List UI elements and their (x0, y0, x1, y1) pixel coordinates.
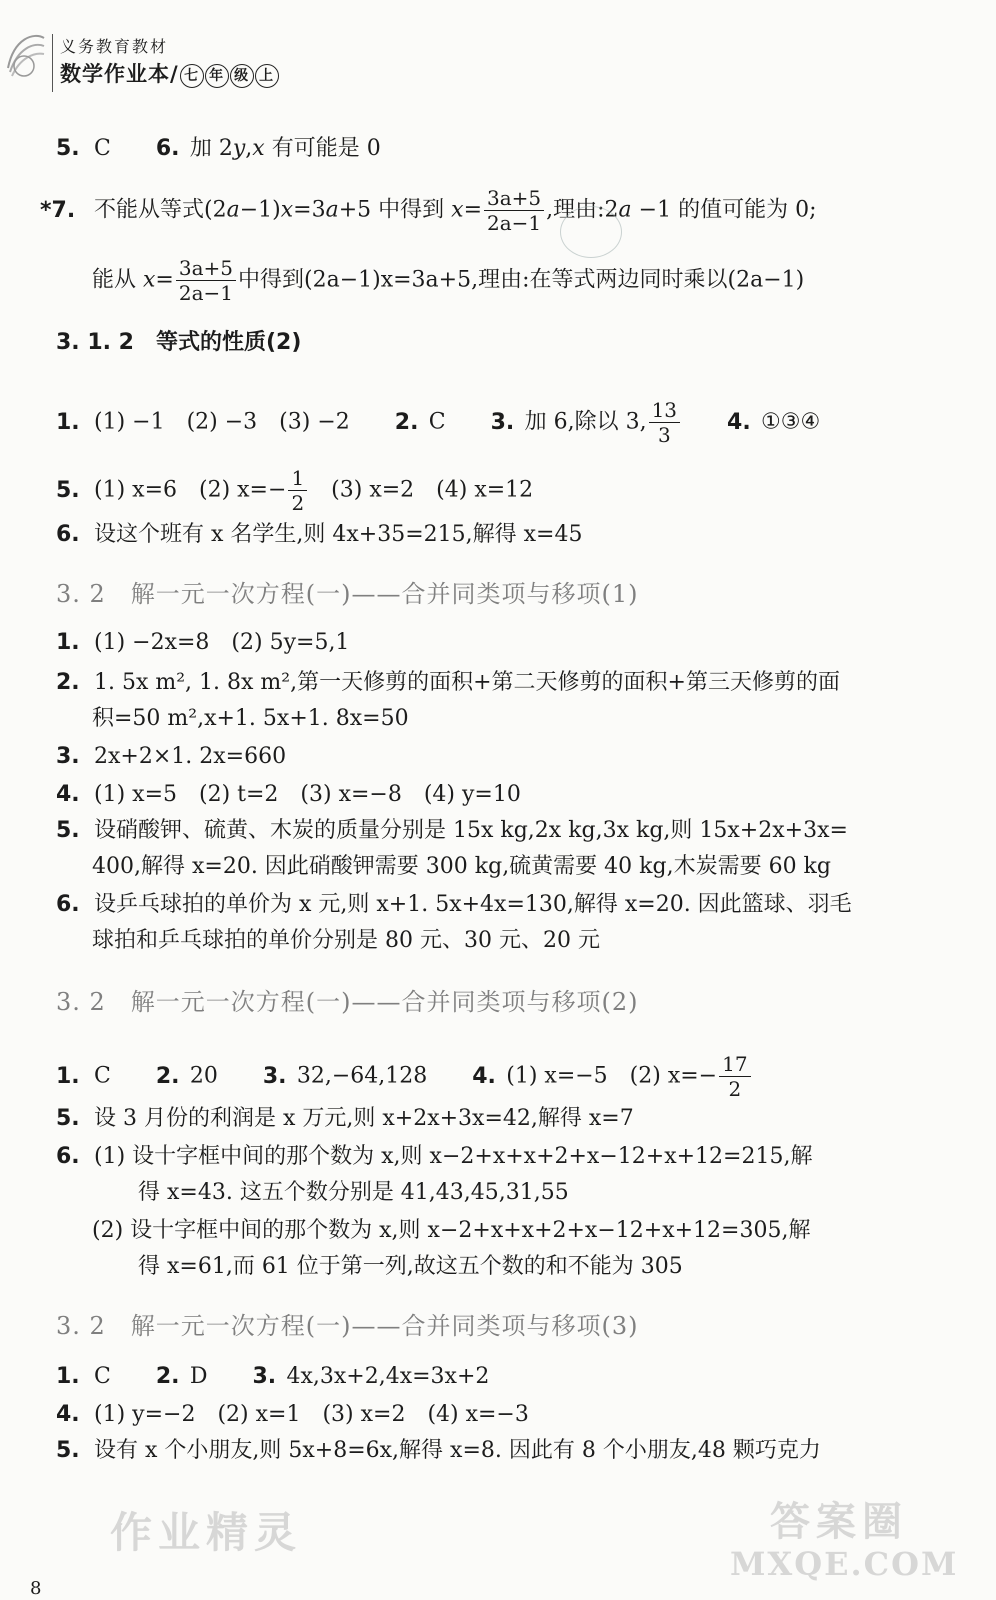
answer-line: 1. C 2. D 3. 4x,3x+2,4x=3x+2 (56, 1364, 490, 1389)
answer-line: 1. (1) −1 (2) −3 (3) −2 2. C 3. 加 6,除以 3, $\frac{13}{3}$ 4. ①③④ (56, 398, 821, 447)
answer-line: 5. 设硝酸钾、硫黄、木炭的质量分别是 15x kg,2x kg,3x kg,则 15x+2x+3x= (56, 818, 848, 843)
fraction: $\frac{13}{3}$ (649, 398, 680, 447)
section-title: 3. 2 解一元一次方程(一)——合并同类项与移项(3) (56, 1312, 639, 1340)
answer-line: 得 x=61,而 61 位于第一列,故这五个数的和不能为 305 (138, 1254, 683, 1279)
series-title: 义务教育教材 (60, 37, 169, 56)
answer-line: 1. C 2. 20 3. 32,−64,128 4. (1) x=−5 (2) x=− $\frac{17}{2}$ (56, 1052, 753, 1101)
answer-line: 5. C 6. 加 2y,x 有可能是 0 (56, 136, 381, 161)
book-title: 数学作业本/ 七 年 级 上 (60, 58, 279, 88)
fraction: $\frac{17}{2}$ (719, 1052, 750, 1101)
watermark-site: MXQE.COM (730, 1545, 959, 1583)
answer-line: 400,解得 x=20. 因此硝酸钾需要 300 kg,硫黄需要 40 kg,木炭需要 60 kg (92, 854, 831, 879)
section-title: 3. 2 解一元一次方程(一)——合并同类项与移项(2) (56, 988, 639, 1016)
fraction: $\frac{3a+5}{2a-1}$ (176, 256, 236, 305)
section-title: 3. 1. 2 等式的性质(2) (56, 330, 302, 355)
answer-line: 3. 2x+2×1. 2x=660 (56, 744, 287, 769)
page-header (0, 0, 996, 110)
fraction: $\frac{3a+5}{2a-1}$ (484, 186, 544, 235)
page-number: 8 (30, 1578, 42, 1599)
answer-line: 能从 x= $\frac{3a+5}{2a-1}$ 中得到(2a−1)x=3a+5,理由:在等式两边同时乘以(2a−1) (92, 256, 805, 305)
answer-line: 6. 设这个班有 x 名学生,则 4x+35=215,解得 x=45 (56, 522, 583, 547)
answer-line: 6. (1) 设十字框中间的那个数为 x,则 x−2+x+x+2+x−12+x+12=215,解 (56, 1144, 813, 1169)
watermark-logo-text: 答案圈 (770, 1498, 908, 1545)
answer-line: 积=50 m²,x+1. 5x+1. 8x=50 (92, 706, 409, 731)
stamp-mark (560, 206, 622, 258)
answer-line: (2) 设十字框中间的那个数为 x,则 x−2+x+x+2+x−12+x+12=305,解 (92, 1218, 811, 1243)
answer-line: 1. (1) −2x=8 (2) 5y=5,1 (56, 630, 350, 655)
answer-line: 2. 1. 5x m², 1. 8x m²,第一天修剪的面积+第二天修剪的面积+第三天修剪的面 (56, 670, 840, 695)
answer-line: 4. (1) y=−2 (2) x=1 (3) x=2 (4) x=−3 (56, 1402, 529, 1427)
answer-line: 5. 设有 x 个小朋友,则 5x+8=6x,解得 x=8. 因此有 8 个小朋友,48 颗巧克力 (56, 1438, 821, 1463)
answer-line: 得 x=43. 这五个数分别是 41,43,45,31,55 (138, 1180, 569, 1205)
answer-line: 球拍和乒乓球拍的单价分别是 80 元、30 元、20 元 (92, 928, 600, 953)
publisher-logo-icon (4, 28, 48, 88)
answer-line: 4. (1) x=5 (2) t=2 (3) x=−8 (4) y=10 (56, 782, 521, 807)
answer-line: 5. 设 3 月份的利润是 x 万元,则 x+2x+3x=42,解得 x=7 (56, 1106, 634, 1131)
answer-line: 6. 设乒乓球拍的单价为 x 元,则 x+1. 5x+4x=130,解得 x=20. 因此篮球、羽毛 (56, 892, 852, 917)
section-title: 3. 2 解一元一次方程(一)——合并同类项与移项(1) (56, 580, 639, 608)
answer-line: *7. 不能从等式(2a−1)x=3a+5 中得到 x= $\frac{3a+5}{2a-1}$ ,理由:2a −1 的值可能为 0; (40, 186, 817, 235)
watermark-text: 作业精灵 (110, 1508, 303, 1557)
answer-line: 5. (1) x=6 (2) x=− $\frac{1}{2}$ (3) x=2 (4) x=12 (56, 466, 534, 515)
fraction: $\frac{1}{2}$ (288, 466, 307, 515)
header-divider (52, 34, 53, 92)
